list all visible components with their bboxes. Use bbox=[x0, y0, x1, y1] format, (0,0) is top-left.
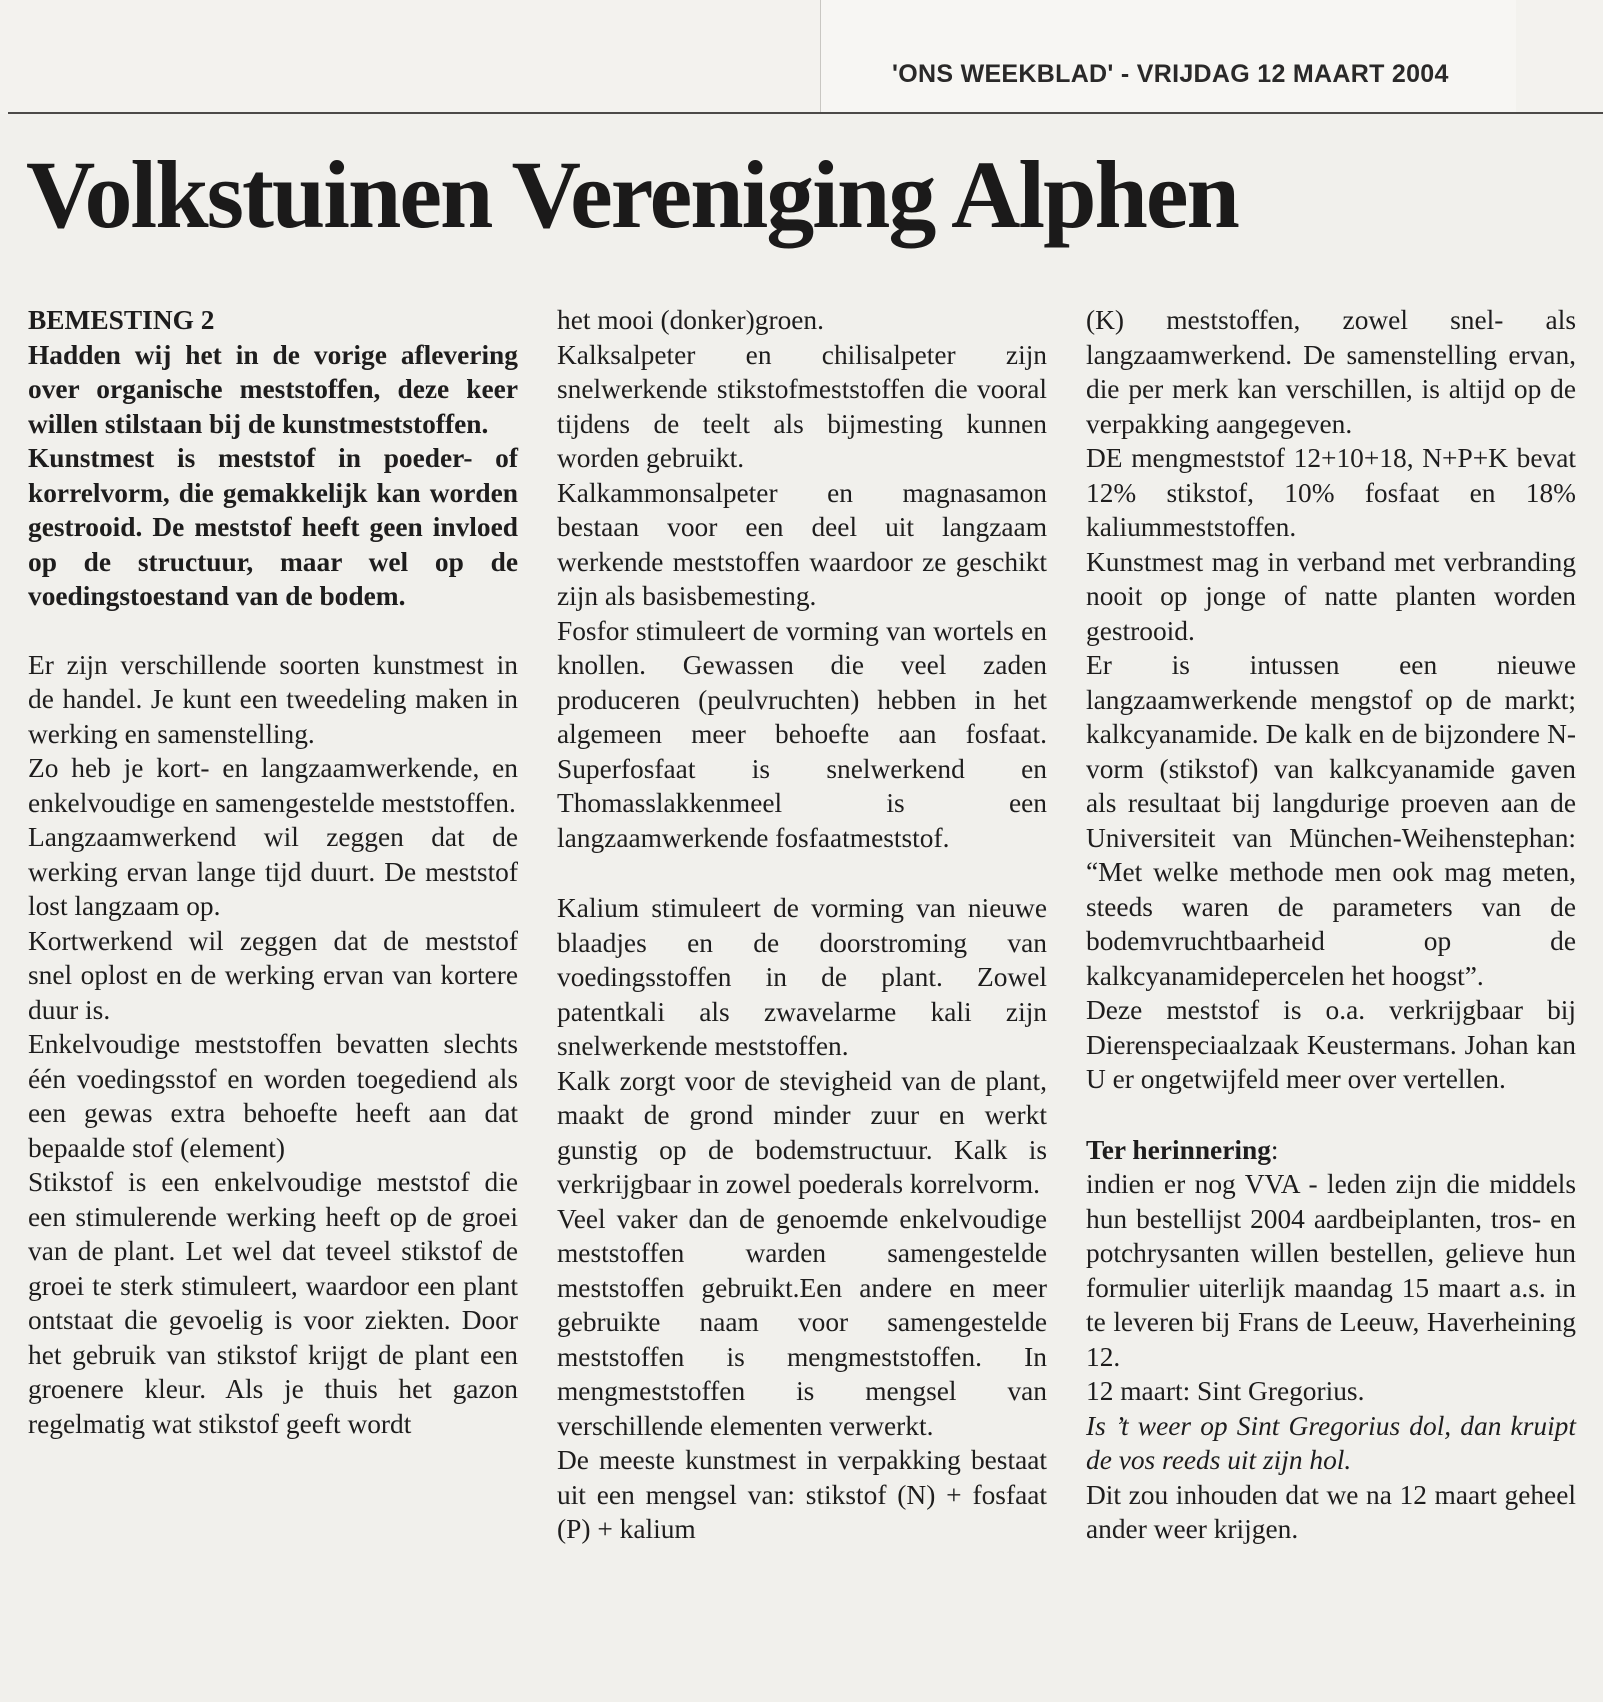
paragraph: Langzaamwerkend wil zeggen dat de werking ervan lange tijd duurt. De meststof lost langzaam op. bbox=[28, 822, 518, 921]
lead-paragraph-1: Hadden wij het in de vorige aflevering over organische meststoffen, deze keer willen stilstaan bij de kunstmeststoffen. bbox=[28, 339, 518, 439]
paragraph-spacer bbox=[557, 855, 1047, 891]
paragraph: (K) meststoffen, zowel snel- als langzaamwerkend. De samenstelling ervan, die per merk kan verschillen, is altijd op de verpakking aangegeven. bbox=[1086, 305, 1576, 439]
paragraph: Er is intussen een nieuwe langzaamwerkende mengstof op de markt; kalkcyanamide. De kalk en de bijzondere N-vorm (stikstof) van kalkcyanamide gaven als resultaat bij langdurige proeven aan de Universiteit van München-Weihenstephan: “Met welke methode men ook mag meten, steeds waren de parameters van de bodemvruchtbaarheid op de kalkcyanamidepercelen het hoogst”. bbox=[1086, 650, 1576, 991]
column-1 bbox=[28, 303, 518, 1441]
reminder-heading: Ter herinnering bbox=[1086, 1134, 1271, 1165]
paragraph: Kalkammonsalpeter en magnasamon bestaan voor een deel uit langzaam werkende meststoffen waardoor ze geschikt zijn als basisbemesting. bbox=[557, 477, 1047, 611]
paragraph: Kunstmest mag in verband met verbranding nooit op jonge of natte planten worden gestrooid. bbox=[1086, 546, 1576, 646]
publication-line: 'ONS WEEKBLAD' - VRIJDAG 12 MAART 2004 bbox=[892, 60, 1449, 88]
column-3 bbox=[1086, 303, 1576, 1547]
reminder-paragraph: indien er nog VVA - leden zijn die middels hun bestellijst 2004 aardbeiplanten, tros- en potchrysanten willen bestellen, gelieve hun formulier uiterlijk maandag 15 maart a.s. in te leveren bij Frans de Leeuw, Haverheining 12. bbox=[1086, 1169, 1576, 1372]
lead-paragraph-2: Kunstmest is meststof in poeder- of korrelvorm, die gemakkelijk kan worden gestrooid. De meststof heeft geen invloed op de structuur, maar wel op de voedingstoestand van de bodem. bbox=[28, 443, 518, 611]
date-note: 12 maart: Sint Gregorius. bbox=[1086, 1376, 1365, 1406]
paragraph: Er zijn verschillende soorten kunstmest in de handel. Je kunt een tweedeling maken in werking en samenstelling. bbox=[28, 649, 518, 749]
paragraph: Deze meststof is o.a. verkrijgbaar bij Dierenspeciaalzaak Keustermans. Johan kan U er ongetwijfeld meer over vertellen. bbox=[1086, 995, 1576, 1094]
paragraph: Enkelvoudige meststoffen bevatten slechts één voedingsstof en worden toegediend als een gewas extra behoefte heeft aan dat bepaalde stof (element) bbox=[28, 1029, 518, 1163]
paragraph: Kalksalpeter en chilisalpeter zijn snelwerkende stikstofmeststoffen die vooral tijdens de teelt als bijmesting kunnen worden gebruikt. bbox=[557, 339, 1047, 473]
paragraph: Kalium stimuleert de vorming van nieuwe blaadjes en de doorstroming van voedingsstoffen in de plant. Zowel patentkali als zwavelarme kali zijn snelwerkende meststoffen. bbox=[557, 893, 1047, 1061]
paragraph: DE mengmeststof 12+10+18, N+P+K bevat 12% stikstof, 10% fosfaat en 18% kaliummeststoffen. bbox=[1086, 443, 1576, 542]
paragraph: De meeste kunstmest in verpakking bestaat uit een mengsel van: stikstof (N) + fosfaat (P) + kalium bbox=[557, 1445, 1047, 1544]
paragraph: Stikstof is een enkelvoudige meststof die een stimulerende werking heeft op de groei van de plant. Let wel dat teveel stikstof de groei te sterk stimuleert, waardoor een plant ontstaat die gevoelig is voor ziekten. Door het gebruik van stikstof krijgt de plant een groenere kleur. Als je thuis het gazon regelmatig wat stikstof geeft wordt bbox=[28, 1167, 518, 1439]
saying: Is ’t weer op Sint Gregorius dol, dan kruipt de vos reeds uit zijn hol. bbox=[1086, 1410, 1576, 1475]
reminder-colon: : bbox=[1270, 1134, 1279, 1165]
paragraph: Kortwerkend wil zeggen dat de meststof snel oplost en de werking ervan van kortere duur is. bbox=[28, 925, 518, 1025]
paragraph: Kalk zorgt voor de stevigheid van de plant, maakt de grond minder zuur en werkt gunstig op de bodemstructuur. Kalk is verkrijgbaar in zowel poederals korrelvorm. bbox=[557, 1065, 1047, 1199]
closing-paragraph: Dit zou inhouden dat we na 12 maart geheel ander weer krijgen. bbox=[1086, 1479, 1576, 1544]
section-heading: BEMESTING 2 bbox=[28, 305, 215, 335]
paragraph: Fosfor stimuleert de vorming van wortels en knollen. Gewassen die veel zaden produceren (peulvruchten) hebben in het algemeen meer behoefte aan fosfaat. Superfosfaat is snelwerkend en Thomasslakkenmeel is een langzaamwerkende fosfaatmeststof. bbox=[557, 615, 1047, 853]
column-2 bbox=[557, 303, 1047, 1547]
reminder-heading-line bbox=[1086, 1133, 1576, 1168]
paragraph-spacer bbox=[1086, 1097, 1576, 1133]
paragraph: Zo heb je kort- en langzaamwerkende, en enkelvoudige en samengestelde meststoffen. bbox=[28, 753, 518, 818]
paragraph-spacer bbox=[28, 614, 518, 648]
article-title: Volkstuinen Vereniging Alphen bbox=[26, 141, 1238, 248]
paragraph: Veel vaker dan de genoemde enkelvoudige meststoffen warden samengestelde meststoffen gebruikt.Een andere en meer gebruikte naam voor samengestelde meststoffen is mengmeststoffen. In mengmeststoffen is mengsel van verschillende elementen verwerkt. bbox=[557, 1203, 1047, 1441]
paragraph: het mooi (donker)groen. bbox=[557, 305, 824, 335]
